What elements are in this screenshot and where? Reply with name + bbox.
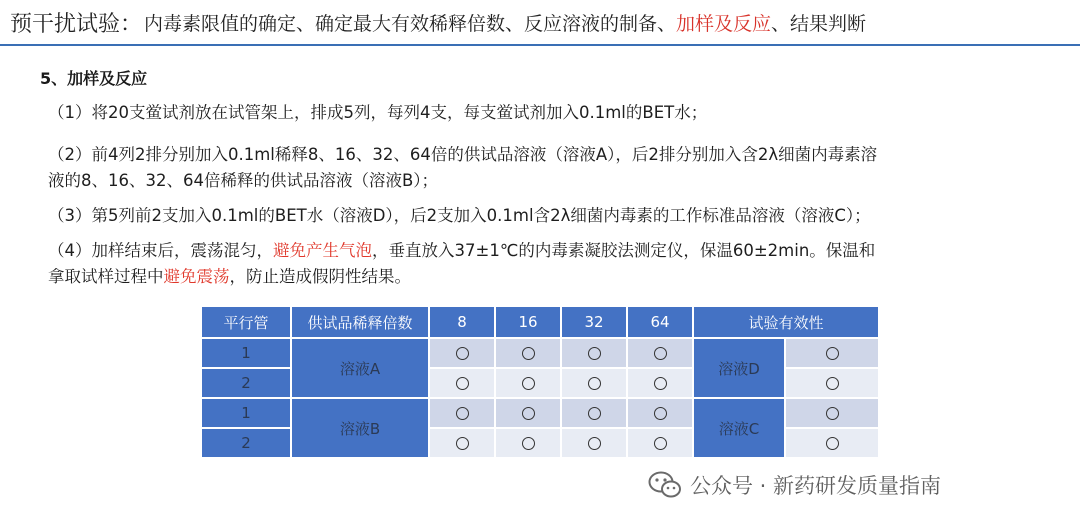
- step-4-text: ，防止造成假阴性结果。: [229, 267, 411, 286]
- header-divider: [0, 44, 1080, 46]
- tube-cell: 2: [201, 428, 291, 458]
- header-cell: 供试品稀释倍数: [291, 306, 429, 338]
- result-cell: [429, 398, 495, 428]
- circle-icon: [826, 347, 839, 360]
- current-topic: 加样及反应: [676, 12, 772, 35]
- step-2-line-1: （2）前4列2排分别加入0.1ml稀释8、16、32、64倍的供试品溶液（溶液A），后2排分别加入含2λ细菌内毒素溶: [48, 145, 878, 164]
- circle-icon: [588, 347, 601, 360]
- circle-icon: [826, 407, 839, 420]
- wechat-icon: [648, 470, 682, 500]
- result-cell: [495, 428, 561, 458]
- watermark: [648, 468, 941, 502]
- table-header-row: [201, 306, 879, 338]
- circle-icon: [522, 407, 535, 420]
- header-cell: 64: [627, 306, 693, 338]
- circle-icon: [456, 347, 469, 360]
- circle-icon: [826, 377, 839, 390]
- circle-icon: [522, 437, 535, 450]
- step-4-text: 拿取试样过程中: [48, 267, 164, 286]
- page-title: 预干扰试验：: [10, 11, 143, 37]
- step-2-line-2: 液的8、16、32、64倍稀释的供试品溶液（溶液B）；: [48, 171, 439, 190]
- header-cell: 16: [495, 306, 561, 338]
- header-cell: 试验有效性: [693, 306, 879, 338]
- result-cell: [561, 398, 627, 428]
- result-cell: [495, 398, 561, 428]
- result-cell: [429, 428, 495, 458]
- circle-icon: [654, 407, 667, 420]
- result-cell: [785, 398, 879, 428]
- validity-cell: 溶液C: [693, 398, 785, 458]
- result-cell: [495, 338, 561, 368]
- result-cell: [785, 368, 879, 398]
- circle-icon: [456, 437, 469, 450]
- circle-icon: [522, 347, 535, 360]
- result-cell: [429, 338, 495, 368]
- circle-icon: [456, 407, 469, 420]
- header-topics: [144, 9, 866, 36]
- sample-layout-table: [200, 305, 880, 459]
- result-cell: [561, 428, 627, 458]
- circle-icon: [456, 377, 469, 390]
- result-cell: [627, 398, 693, 428]
- validity-cell: 溶液D: [693, 338, 785, 398]
- circle-icon: [654, 437, 667, 450]
- page-header: [0, 0, 1080, 44]
- result-cell: [429, 368, 495, 398]
- topic-list: 内毒素限值的确定、确定最大有效稀释倍数、反应溶液的制备、: [144, 12, 677, 35]
- result-cell: [561, 368, 627, 398]
- watermark-text: 公众号 · 新药研发质量指南: [690, 474, 942, 498]
- result-cell: [627, 338, 693, 368]
- topic-suffix: 、结果判断: [771, 12, 867, 35]
- step-1: （1）将20支鲎试剂放在试管架上，排成5列，每列4支，每支鲎试剂加入0.1ml的BET水；: [48, 103, 708, 122]
- warning-avoid-bubbles: 避免产生气泡: [273, 241, 372, 260]
- tube-cell: 1: [201, 398, 291, 428]
- table-row: [201, 398, 879, 428]
- circle-icon: [588, 437, 601, 450]
- table-row: [201, 338, 879, 368]
- solution-cell: 溶液A: [291, 338, 429, 398]
- result-cell: [785, 338, 879, 368]
- circle-icon: [522, 377, 535, 390]
- circle-icon: [826, 437, 839, 450]
- circle-icon: [654, 347, 667, 360]
- result-cell: [561, 338, 627, 368]
- tube-cell: 2: [201, 368, 291, 398]
- step-4-text: ，垂直放入37±1℃的内毒素凝胶法测定仪，保温60±2min。保温和: [372, 241, 876, 260]
- warning-avoid-shaking: 避免震荡: [163, 267, 230, 286]
- result-cell: [785, 428, 879, 458]
- result-cell: [627, 428, 693, 458]
- header-cell: 8: [429, 306, 495, 338]
- step-2: [48, 142, 1048, 194]
- result-cell: [627, 368, 693, 398]
- solution-cell: 溶液B: [291, 398, 429, 458]
- step-4-text: （4）加样结束后，震荡混匀，: [48, 241, 273, 260]
- result-cell: [495, 368, 561, 398]
- section-title: 5、加样及反应: [40, 69, 148, 88]
- header-cell: 32: [561, 306, 627, 338]
- circle-icon: [654, 377, 667, 390]
- circle-icon: [588, 407, 601, 420]
- step-3: （3）第5列前2支加入0.1ml的BET水（溶液D），后2支加入0.1ml含2λ细菌内毒素的工作标准品溶液（溶液C）；: [48, 206, 871, 225]
- step-4: [48, 238, 1048, 290]
- circle-icon: [588, 377, 601, 390]
- tube-cell: 1: [201, 338, 291, 368]
- header-cell: 平行管: [201, 306, 291, 338]
- step-4-line-1: [48, 238, 1048, 264]
- step-4-line-2: [48, 264, 1048, 290]
